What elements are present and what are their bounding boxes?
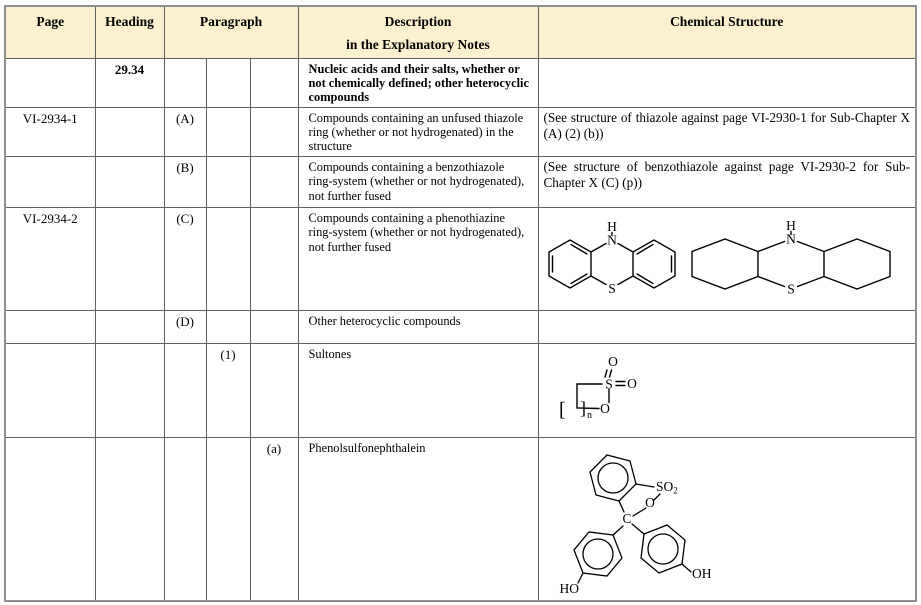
repeat-bracket-close: ]	[579, 398, 586, 419]
paragraph-cell-1: (A)	[164, 107, 206, 156]
paragraph-cell-2	[206, 438, 250, 602]
description-header-line2: in the Explanatory Notes	[346, 37, 490, 52]
atom-label-n: N	[606, 232, 617, 248]
heading-cell	[95, 438, 164, 602]
description-cell: Other heterocyclic compounds	[298, 311, 538, 344]
column-header-description	[298, 6, 538, 58]
description-cell: Compounds containing an unfused thiazole ring (whether or not hydrogenated) in the structure	[298, 107, 538, 156]
paragraph-cell-1	[164, 58, 206, 107]
description-header-line1: Description	[384, 14, 452, 29]
paragraph-cell-3: (a)	[250, 438, 298, 602]
atom-label-o-ring: O	[599, 401, 610, 417]
atom-label-o: O	[644, 495, 655, 511]
column-header-paragraph: Paragraph	[164, 6, 298, 58]
description-cell: Compounds containing a phenothiazine ring-system (whether or not hydrogenated), not further fused	[298, 208, 538, 311]
table-header-row	[5, 6, 916, 58]
paragraph-cell-1: (B)	[164, 157, 206, 208]
page-cell	[5, 438, 95, 602]
page-cell: VI-2934-1	[5, 107, 95, 156]
repeat-bracket-open: [	[558, 399, 566, 422]
table-row-paragraph-b	[5, 157, 916, 208]
paragraph-cell-2	[206, 107, 250, 156]
heading-cell	[95, 208, 164, 311]
paragraph-cell-3	[250, 157, 298, 208]
table-row-sultones	[5, 344, 916, 438]
paragraph-cell-3	[250, 208, 298, 311]
paragraph-cell-2	[206, 311, 250, 344]
page-cell	[5, 58, 95, 107]
paragraph-cell-2	[206, 208, 250, 311]
paragraph-cell-1	[164, 344, 206, 438]
atom-label-s: S	[604, 376, 613, 392]
chemical-structure-cell	[538, 311, 916, 344]
description-cell: Compounds containing a benzothiazole ring-system (whether or not hydrogenated), not further fused	[298, 157, 538, 208]
chemical-structure-cell	[538, 438, 916, 602]
group-label-oh: OH	[691, 566, 711, 582]
explanatory-notes-table	[4, 5, 917, 602]
atom-label-h: H	[606, 220, 617, 235]
heading-cell	[95, 157, 164, 208]
chemical-structure-cell	[538, 344, 916, 438]
table-row-heading-2934	[5, 58, 916, 107]
table-row-phenolsulfonephthalein	[5, 438, 916, 602]
atom-label-n: N	[785, 231, 796, 247]
page-cell	[5, 344, 95, 438]
paragraph-cell-3	[250, 344, 298, 438]
chemical-structure-cell: (See structure of benzothiazole against page VI-2930-2 for Sub-Chapter X (C) (p))	[538, 157, 916, 208]
group-label-so2: SO2	[655, 479, 678, 496]
paragraph-cell-2	[206, 157, 250, 208]
page-cell: VI-2934-2	[5, 208, 95, 311]
atom-label-o-right: O	[626, 376, 637, 392]
column-header-page: Page	[5, 6, 95, 58]
paragraph-cell-1: (C)	[164, 208, 206, 311]
paragraph-cell-1: (D)	[164, 311, 206, 344]
paragraph-cell-3	[250, 311, 298, 344]
atom-label-h: H	[785, 220, 796, 234]
table-row-paragraph-c	[5, 208, 916, 311]
atom-label-s: S	[786, 281, 795, 297]
chemical-structure-cell	[538, 208, 916, 311]
heading-cell	[95, 311, 164, 344]
heading-cell	[95, 107, 164, 156]
group-label-ho: HO	[559, 581, 579, 597]
page-cell	[5, 157, 95, 208]
description-cell: Sultones	[298, 344, 538, 438]
phenothiazine-structures-drawing	[547, 220, 895, 300]
table-row-paragraph-d	[5, 311, 916, 344]
column-header-heading: Heading	[95, 6, 164, 58]
atom-label-c: C	[621, 511, 632, 527]
paragraph-cell-3	[250, 58, 298, 107]
paragraph-cell-3	[250, 107, 298, 156]
column-header-chemical-structure: Chemical Structure	[538, 6, 916, 58]
atom-label-o-top: O	[607, 354, 618, 370]
description-cell: Nucleic acids and their salts, whether or not chemically defined; other heterocyclic compounds	[298, 58, 538, 107]
heading-cell: 29.34	[95, 58, 164, 107]
phenolsulfonephthalein-structure-drawing	[545, 442, 745, 600]
sultone-structure-drawing	[547, 350, 667, 426]
repeat-subscript-n: n	[586, 410, 592, 422]
description-cell: Phenolsulfonephthalein	[298, 438, 538, 602]
paragraph-cell-2	[206, 58, 250, 107]
chemical-structure-cell: (See structure of thiazole against page VI-2930-1 for Sub-Chapter X (A) (2) (b))	[538, 107, 916, 156]
paragraph-cell-1	[164, 438, 206, 602]
atom-label-s: S	[607, 281, 616, 297]
chemical-structure-cell	[538, 58, 916, 107]
paragraph-cell-2: (1)	[206, 344, 250, 438]
heading-cell	[95, 344, 164, 438]
table-row-paragraph-a	[5, 107, 916, 156]
page-cell	[5, 311, 95, 344]
